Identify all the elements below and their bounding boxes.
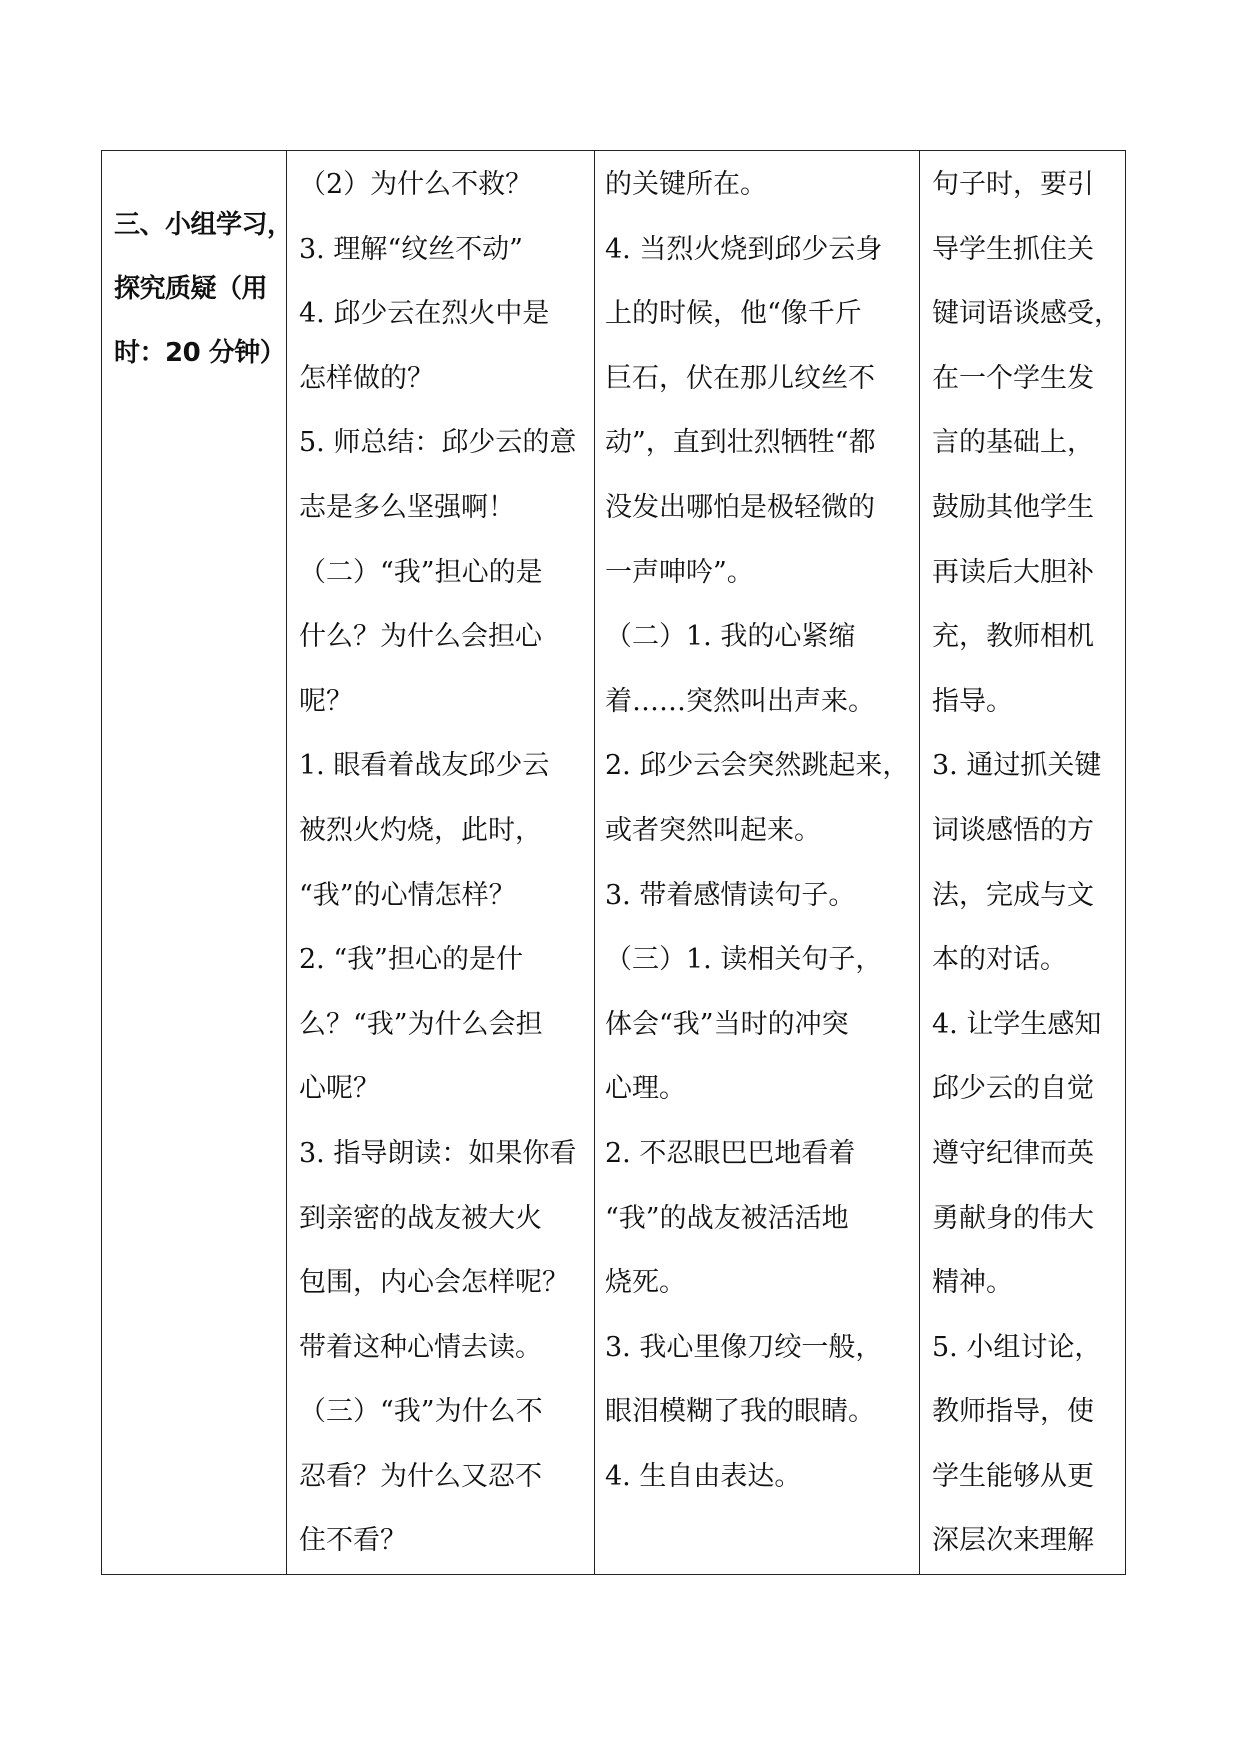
design-intent-text: [920, 151, 1125, 1574]
text-line: 4. 邱少云在烈火中是: [299, 298, 550, 330]
stage-cell: [102, 151, 293, 1575]
text-line: 遵守纪律而英: [932, 1137, 1094, 1169]
text-line: 着……突然叫出声来。: [605, 685, 875, 717]
text-line: 导学生抓住关: [932, 233, 1094, 265]
text-line: （2）为什么不救？: [299, 169, 533, 200]
text-line: （二）1. 我的心紧缩: [605, 621, 856, 653]
text-line: 句子时，要引: [932, 169, 1094, 200]
stage-text: [102, 151, 293, 385]
text-line: 呢？: [299, 685, 353, 717]
text-line: 什么？为什么会担心: [299, 621, 542, 653]
text-line: 心理。: [605, 1073, 686, 1105]
text-line: 在一个学生发: [932, 362, 1094, 394]
text-line: 精神。: [932, 1267, 1013, 1299]
text-line: 被烈火灼烧，此时，: [299, 814, 542, 846]
text-line: 3. 通过抓关键: [932, 750, 1102, 782]
text-line: 键词语谈感受，: [932, 298, 1121, 330]
text-line: 怎样做的？: [299, 362, 434, 394]
text-line: 上的时候，他“像千斤: [605, 298, 862, 330]
text-line: 教师指导，使: [932, 1396, 1094, 1428]
text-line: 3. 指导朗读：如果你看: [299, 1137, 577, 1169]
text-line: 学生能够从更: [932, 1460, 1094, 1492]
text-line: 或者突然叫起来。: [605, 814, 821, 846]
text-line: 志是多么坚强啊！: [299, 491, 515, 523]
text-line: 眼泪模糊了我的眼睛。: [605, 1396, 875, 1428]
text-line: 探究质疑（用: [114, 274, 268, 304]
text-line: （三）“我”为什么不: [299, 1396, 543, 1428]
text-line: 一声呻吟”。: [605, 556, 754, 588]
text-line: 2. “我”担心的是什: [299, 944, 523, 976]
text-line: 勇献身的伟大: [932, 1202, 1094, 1234]
teacher-activity-cell: [287, 151, 595, 1575]
text-line: 言的基础上，: [932, 427, 1094, 459]
text-line: 鼓励其他学生: [932, 491, 1094, 523]
text-line: 忍看？为什么又忍不: [299, 1460, 542, 1492]
text-line: （三）1. 读相关句子，: [605, 944, 883, 976]
text-line: 巨石，伏在那儿纹丝不: [605, 362, 875, 394]
text-line: 邱少云的自觉: [932, 1073, 1094, 1105]
text-line: 再读后大胆补: [932, 556, 1094, 588]
text-line: 4. 生自由表达。: [605, 1460, 802, 1492]
text-line: 本的对话。: [932, 944, 1067, 976]
text-line: 1. 眼看着战友邱少云: [299, 750, 550, 782]
text-line: 时：20 分钟）: [114, 338, 286, 368]
text-line: 烧死。: [605, 1267, 686, 1299]
text-line: 住不看？: [299, 1525, 407, 1557]
text-line: 词谈感悟的方: [932, 814, 1094, 846]
text-line: “我”的心情怎样？: [299, 879, 516, 911]
text-line: 3. 带着感情读句子。: [605, 879, 856, 911]
text-line: 5. 师总结：邱少云的意: [299, 427, 577, 459]
text-line: 4. 让学生感知: [932, 1008, 1102, 1040]
text-line: 么？“我”为什么会担: [299, 1008, 543, 1040]
text-line: 没发出哪怕是极轻微的: [605, 491, 875, 523]
text-line: 充，教师相机: [932, 621, 1094, 653]
text-line: 深层次来理解: [932, 1525, 1094, 1557]
text-line: 带着这种心情去读。: [299, 1331, 542, 1363]
text-line: 的关键所在。: [605, 169, 767, 200]
student-activity-cell: [595, 151, 920, 1575]
text-line: 到亲密的战友被大火: [299, 1202, 542, 1234]
lesson-plan-table: [101, 150, 1126, 1575]
text-line: 5. 小组讨论，: [932, 1331, 1102, 1363]
text-line: 三、小组学习，: [114, 210, 293, 240]
text-line: 体会“我”当时的冲突: [605, 1008, 849, 1040]
text-line: 2. 邱少云会突然跳起来，: [605, 750, 910, 782]
text-line: “我”的战友被活活地: [605, 1202, 849, 1234]
text-line: 4. 当烈火烧到邱少云身: [605, 233, 883, 265]
text-line: 指导。: [932, 685, 1013, 717]
design-intent-cell: [920, 151, 1126, 1575]
text-line: 心呢？: [299, 1073, 380, 1105]
text-line: 法，完成与文: [932, 879, 1094, 911]
table-row: [102, 151, 1126, 1575]
teacher-activity-text: [287, 151, 594, 1574]
text-line: 3. 理解“纹丝不动”: [299, 233, 523, 265]
text-line: 包围，内心会怎样呢？: [299, 1267, 569, 1299]
text-line: 2. 不忍眼巴巴地看着: [605, 1137, 856, 1169]
text-line: 3. 我心里像刀绞一般，: [605, 1331, 883, 1363]
student-activity-text: [595, 151, 919, 1509]
text-line: 动”，直到壮烈牺牲“都: [605, 427, 876, 459]
text-line: （二）“我”担心的是: [299, 556, 543, 588]
